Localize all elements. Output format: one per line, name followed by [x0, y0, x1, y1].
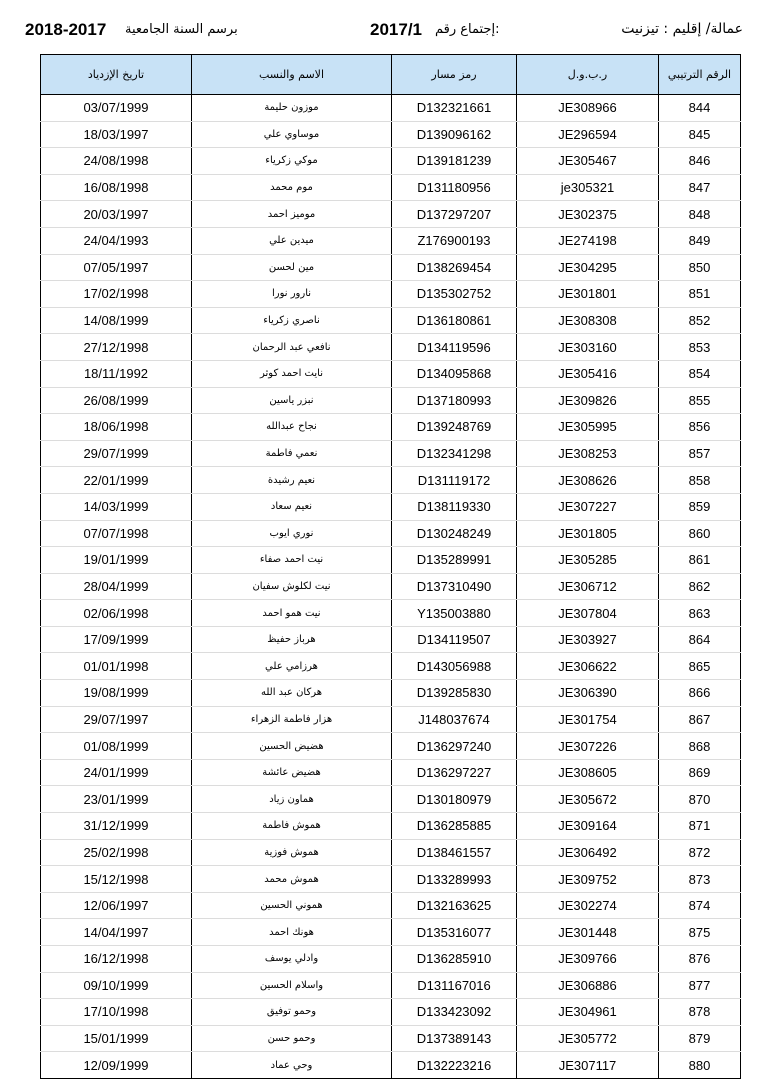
cne-cell: JE306622: [517, 653, 659, 680]
massar-code-cell: D143056988: [392, 653, 517, 680]
birth-date-cell: 29/07/1999: [41, 440, 192, 467]
cne-cell: JE308605: [517, 759, 659, 786]
table-row: [41, 148, 741, 175]
full-name-cell: ميدين علي: [192, 227, 392, 254]
table-row: [41, 680, 741, 707]
full-name-cell: نيت احمد صفاء: [192, 547, 392, 574]
full-name-cell: نايت احمد كوثر: [192, 360, 392, 387]
order-number-cell: 863: [659, 600, 741, 627]
order-number-cell: 878: [659, 999, 741, 1026]
order-number-cell: 844: [659, 95, 741, 122]
table-row: [41, 759, 741, 786]
academic-season-label: برسم السنة الجامعية: [125, 22, 238, 37]
full-name-cell: مين لحسن: [192, 254, 392, 281]
table-row: [41, 334, 741, 361]
massar-code-cell: D138461557: [392, 839, 517, 866]
table-row: [41, 1052, 741, 1079]
cne-cell: JE306886: [517, 972, 659, 999]
full-name-cell: وحي عماد: [192, 1052, 392, 1079]
birth-date-cell: 17/02/1998: [41, 281, 192, 308]
cne-cell: JE306390: [517, 680, 659, 707]
table-row: [41, 892, 741, 919]
birth-date-cell: 17/09/1999: [41, 626, 192, 653]
birth-date-cell: 31/12/1999: [41, 813, 192, 840]
table-row: [41, 600, 741, 627]
massar-code-cell: D131180956: [392, 174, 517, 201]
cne-cell: JE307117: [517, 1052, 659, 1079]
massar-code-cell: D138269454: [392, 254, 517, 281]
order-number-cell: 872: [659, 839, 741, 866]
massar-code-cell: D132321661: [392, 95, 517, 122]
meeting-number: 2017/1: [370, 20, 422, 39]
full-name-cell: هضيض عائشة: [192, 759, 392, 786]
full-name-cell: نيت لكلوش سفيان: [192, 573, 392, 600]
order-number-cell: 846: [659, 148, 741, 175]
massar-code-cell: D137180993: [392, 387, 517, 414]
order-number-cell: 850: [659, 254, 741, 281]
massar-code-cell: D136297227: [392, 759, 517, 786]
cne-cell: JE304961: [517, 999, 659, 1026]
table-row: [41, 467, 741, 494]
table-row: [41, 440, 741, 467]
birth-date-cell: 27/12/1998: [41, 334, 192, 361]
table-row: [41, 1025, 741, 1052]
full-name-cell: وحمو حسن: [192, 1025, 392, 1052]
table-row: [41, 839, 741, 866]
order-number-cell: 867: [659, 706, 741, 733]
cne-cell: je305321: [517, 174, 659, 201]
full-name-cell: نبزر ياسين: [192, 387, 392, 414]
cne-cell: JE302274: [517, 892, 659, 919]
full-name-cell: هموش فوزية: [192, 839, 392, 866]
birth-date-cell: 24/08/1998: [41, 148, 192, 175]
birth-date-cell: 18/11/1992: [41, 360, 192, 387]
order-number-cell: 856: [659, 414, 741, 441]
table-row: [41, 201, 741, 228]
table-row: [41, 999, 741, 1026]
massar-code-cell: D132341298: [392, 440, 517, 467]
full-name-cell: نعمي فاطمة: [192, 440, 392, 467]
birth-date-cell: 29/07/1997: [41, 706, 192, 733]
table-row: [41, 174, 741, 201]
document-header: [25, 20, 743, 44]
table-row: [41, 520, 741, 547]
table-row: [41, 387, 741, 414]
massar-code-cell: D138119330: [392, 493, 517, 520]
header-birth-date: تاريخ الإزدياد: [41, 55, 192, 95]
massar-code-cell: D135302752: [392, 281, 517, 308]
cne-cell: JE274198: [517, 227, 659, 254]
birth-date-cell: 01/08/1999: [41, 733, 192, 760]
cne-cell: JE306712: [517, 573, 659, 600]
order-number-cell: 857: [659, 440, 741, 467]
table-row: [41, 946, 741, 973]
order-number-cell: 852: [659, 307, 741, 334]
students-table: [40, 54, 741, 1079]
order-number-cell: 876: [659, 946, 741, 973]
birth-date-cell: 23/01/1999: [41, 786, 192, 813]
birth-date-cell: 25/02/1998: [41, 839, 192, 866]
table-row: [41, 813, 741, 840]
full-name-cell: هماون زياد: [192, 786, 392, 813]
massar-code-cell: D136285910: [392, 946, 517, 973]
cne-cell: JE301801: [517, 281, 659, 308]
massar-code-cell: D133289993: [392, 866, 517, 893]
birth-date-cell: 22/01/1999: [41, 467, 192, 494]
cne-cell: JE302375: [517, 201, 659, 228]
table-header: [41, 55, 741, 95]
massar-code-cell: D134095868: [392, 360, 517, 387]
cne-cell: JE301754: [517, 706, 659, 733]
birth-date-cell: 14/03/1999: [41, 493, 192, 520]
full-name-cell: نعيم رشيدة: [192, 467, 392, 494]
table-row: [41, 95, 741, 122]
full-name-cell: موساوي علي: [192, 121, 392, 148]
table-row: [41, 254, 741, 281]
massar-code-cell: D136285885: [392, 813, 517, 840]
order-number-cell: 847: [659, 174, 741, 201]
order-number-cell: 868: [659, 733, 741, 760]
birth-date-cell: 19/01/1999: [41, 547, 192, 574]
birth-date-cell: 16/08/1998: [41, 174, 192, 201]
massar-code-cell: D139181239: [392, 148, 517, 175]
birth-date-cell: 15/12/1998: [41, 866, 192, 893]
order-number-cell: 845: [659, 121, 741, 148]
full-name-cell: موم محمد: [192, 174, 392, 201]
cne-cell: JE309766: [517, 946, 659, 973]
cne-cell: JE296594: [517, 121, 659, 148]
massar-code-cell: D130248249: [392, 520, 517, 547]
order-number-cell: 862: [659, 573, 741, 600]
cne-cell: JE303160: [517, 334, 659, 361]
order-number-cell: 877: [659, 972, 741, 999]
birth-date-cell: 02/06/1998: [41, 600, 192, 627]
table-row: [41, 706, 741, 733]
full-name-cell: وادلي يوسف: [192, 946, 392, 973]
order-number-cell: 861: [659, 547, 741, 574]
birth-date-cell: 24/01/1999: [41, 759, 192, 786]
cne-cell: JE308966: [517, 95, 659, 122]
header-massar-code: رمز مسار: [392, 55, 517, 95]
full-name-cell: نارور نورا: [192, 281, 392, 308]
full-name-cell: هرزامي علي: [192, 653, 392, 680]
cne-cell: JE305772: [517, 1025, 659, 1052]
birth-date-cell: 01/01/1998: [41, 653, 192, 680]
table-row: [41, 281, 741, 308]
full-name-cell: موزون حليمة: [192, 95, 392, 122]
birth-date-cell: 16/12/1998: [41, 946, 192, 973]
order-number-cell: 875: [659, 919, 741, 946]
massar-code-cell: D134119507: [392, 626, 517, 653]
cne-cell: JE309164: [517, 813, 659, 840]
full-name-cell: نيت همو احمد: [192, 600, 392, 627]
birth-date-cell: 14/08/1999: [41, 307, 192, 334]
massar-code-cell: D139285830: [392, 680, 517, 707]
massar-code-cell: Y135003880: [392, 600, 517, 627]
order-number-cell: 864: [659, 626, 741, 653]
order-number-cell: 869: [659, 759, 741, 786]
birth-date-cell: 20/03/1997: [41, 201, 192, 228]
table-row: [41, 121, 741, 148]
order-number-cell: 880: [659, 1052, 741, 1079]
massar-code-cell: D137297207: [392, 201, 517, 228]
order-number-cell: 865: [659, 653, 741, 680]
cne-cell: JE301805: [517, 520, 659, 547]
header-full-name: الاسم والنسب: [192, 55, 392, 95]
massar-code-cell: D139096162: [392, 121, 517, 148]
table-row: [41, 626, 741, 653]
massar-code-cell: D134119596: [392, 334, 517, 361]
birth-date-cell: 15/01/1999: [41, 1025, 192, 1052]
full-name-cell: موميز احمد: [192, 201, 392, 228]
table-row: [41, 972, 741, 999]
full-name-cell: هركان عبد الله: [192, 680, 392, 707]
order-number-cell: 859: [659, 493, 741, 520]
full-name-cell: هموني الحسين: [192, 892, 392, 919]
cne-cell: JE305672: [517, 786, 659, 813]
birth-date-cell: 17/10/1998: [41, 999, 192, 1026]
massar-code-cell: D135289991: [392, 547, 517, 574]
full-name-cell: نجاح عبدالله: [192, 414, 392, 441]
cne-cell: JE308308: [517, 307, 659, 334]
birth-date-cell: 07/05/1997: [41, 254, 192, 281]
birth-date-cell: 03/07/1999: [41, 95, 192, 122]
birth-date-cell: 14/04/1997: [41, 919, 192, 946]
full-name-cell: نعيم سعاد: [192, 493, 392, 520]
full-name-cell: واسلام الحسين: [192, 972, 392, 999]
table-row: [41, 227, 741, 254]
cne-cell: JE303927: [517, 626, 659, 653]
cne-cell: JE305467: [517, 148, 659, 175]
order-number-cell: 870: [659, 786, 741, 813]
table-row: [41, 360, 741, 387]
order-number-cell: 848: [659, 201, 741, 228]
full-name-cell: هونك احمد: [192, 919, 392, 946]
massar-code-cell: Z176900193: [392, 227, 517, 254]
province-label: عمالة/ إقليم : تيزنيت: [621, 21, 743, 37]
full-name-cell: موكي زكرياء: [192, 148, 392, 175]
birth-date-cell: 28/04/1999: [41, 573, 192, 600]
order-number-cell: 854: [659, 360, 741, 387]
order-number-cell: 855: [659, 387, 741, 414]
massar-code-cell: D133423092: [392, 999, 517, 1026]
massar-code-cell: D137310490: [392, 573, 517, 600]
birth-date-cell: 09/10/1999: [41, 972, 192, 999]
order-number-cell: 851: [659, 281, 741, 308]
cne-cell: JE307227: [517, 493, 659, 520]
birth-date-cell: 18/03/1997: [41, 121, 192, 148]
birth-date-cell: 12/06/1997: [41, 892, 192, 919]
cne-cell: JE308626: [517, 467, 659, 494]
massar-code-cell: D137389143: [392, 1025, 517, 1052]
birth-date-cell: 26/08/1999: [41, 387, 192, 414]
full-name-cell: وحمو توفيق: [192, 999, 392, 1026]
cne-cell: JE305285: [517, 547, 659, 574]
full-name-cell: هرباز حفيظ: [192, 626, 392, 653]
order-number-cell: 871: [659, 813, 741, 840]
birth-date-cell: 07/07/1998: [41, 520, 192, 547]
table-row: [41, 573, 741, 600]
order-number-cell: 860: [659, 520, 741, 547]
table-row: [41, 653, 741, 680]
table-row: [41, 307, 741, 334]
table-row: [41, 919, 741, 946]
full-name-cell: نوري ايوب: [192, 520, 392, 547]
table-row: [41, 866, 741, 893]
massar-code-cell: D136180861: [392, 307, 517, 334]
table-row: [41, 733, 741, 760]
full-name-cell: نافعي عبد الرحمان: [192, 334, 392, 361]
order-number-cell: 866: [659, 680, 741, 707]
table-row: [41, 786, 741, 813]
massar-code-cell: D132163625: [392, 892, 517, 919]
massar-code-cell: D130180979: [392, 786, 517, 813]
full-name-cell: هموش محمد: [192, 866, 392, 893]
cne-cell: JE307226: [517, 733, 659, 760]
order-number-cell: 849: [659, 227, 741, 254]
cne-cell: JE305416: [517, 360, 659, 387]
birth-date-cell: 12/09/1999: [41, 1052, 192, 1079]
cne-cell: JE307804: [517, 600, 659, 627]
cne-cell: JE305995: [517, 414, 659, 441]
academic-years: 2018-2017: [25, 20, 107, 39]
massar-code-cell: D132223216: [392, 1052, 517, 1079]
order-number-cell: 853: [659, 334, 741, 361]
massar-code-cell: J148037674: [392, 706, 517, 733]
order-number-cell: 874: [659, 892, 741, 919]
birth-date-cell: 24/04/1993: [41, 227, 192, 254]
table-row: [41, 547, 741, 574]
massar-code-cell: D136297240: [392, 733, 517, 760]
header-cne: ر.ب.و.ل: [517, 55, 659, 95]
cne-cell: JE301448: [517, 919, 659, 946]
cne-cell: JE309752: [517, 866, 659, 893]
massar-code-cell: D135316077: [392, 919, 517, 946]
birth-date-cell: 18/06/1998: [41, 414, 192, 441]
table-row: [41, 414, 741, 441]
header-order-number: الرقم الترتيبي: [659, 55, 741, 95]
massar-code-cell: D139248769: [392, 414, 517, 441]
full-name-cell: ناصري زكرياء: [192, 307, 392, 334]
massar-code-cell: D131119172: [392, 467, 517, 494]
cne-cell: JE304295: [517, 254, 659, 281]
full-name-cell: هزار فاطمة الزهراء: [192, 706, 392, 733]
meeting-label: إجتماع رقم:: [435, 22, 500, 37]
order-number-cell: 879: [659, 1025, 741, 1052]
table-body: [41, 95, 741, 1079]
massar-code-cell: D131167016: [392, 972, 517, 999]
table-row: [41, 493, 741, 520]
cne-cell: JE308253: [517, 440, 659, 467]
full-name-cell: هضيض الحسين: [192, 733, 392, 760]
full-name-cell: هموش فاطمة: [192, 813, 392, 840]
cne-cell: JE306492: [517, 839, 659, 866]
birth-date-cell: 19/08/1999: [41, 680, 192, 707]
order-number-cell: 858: [659, 467, 741, 494]
order-number-cell: 873: [659, 866, 741, 893]
cne-cell: JE309826: [517, 387, 659, 414]
